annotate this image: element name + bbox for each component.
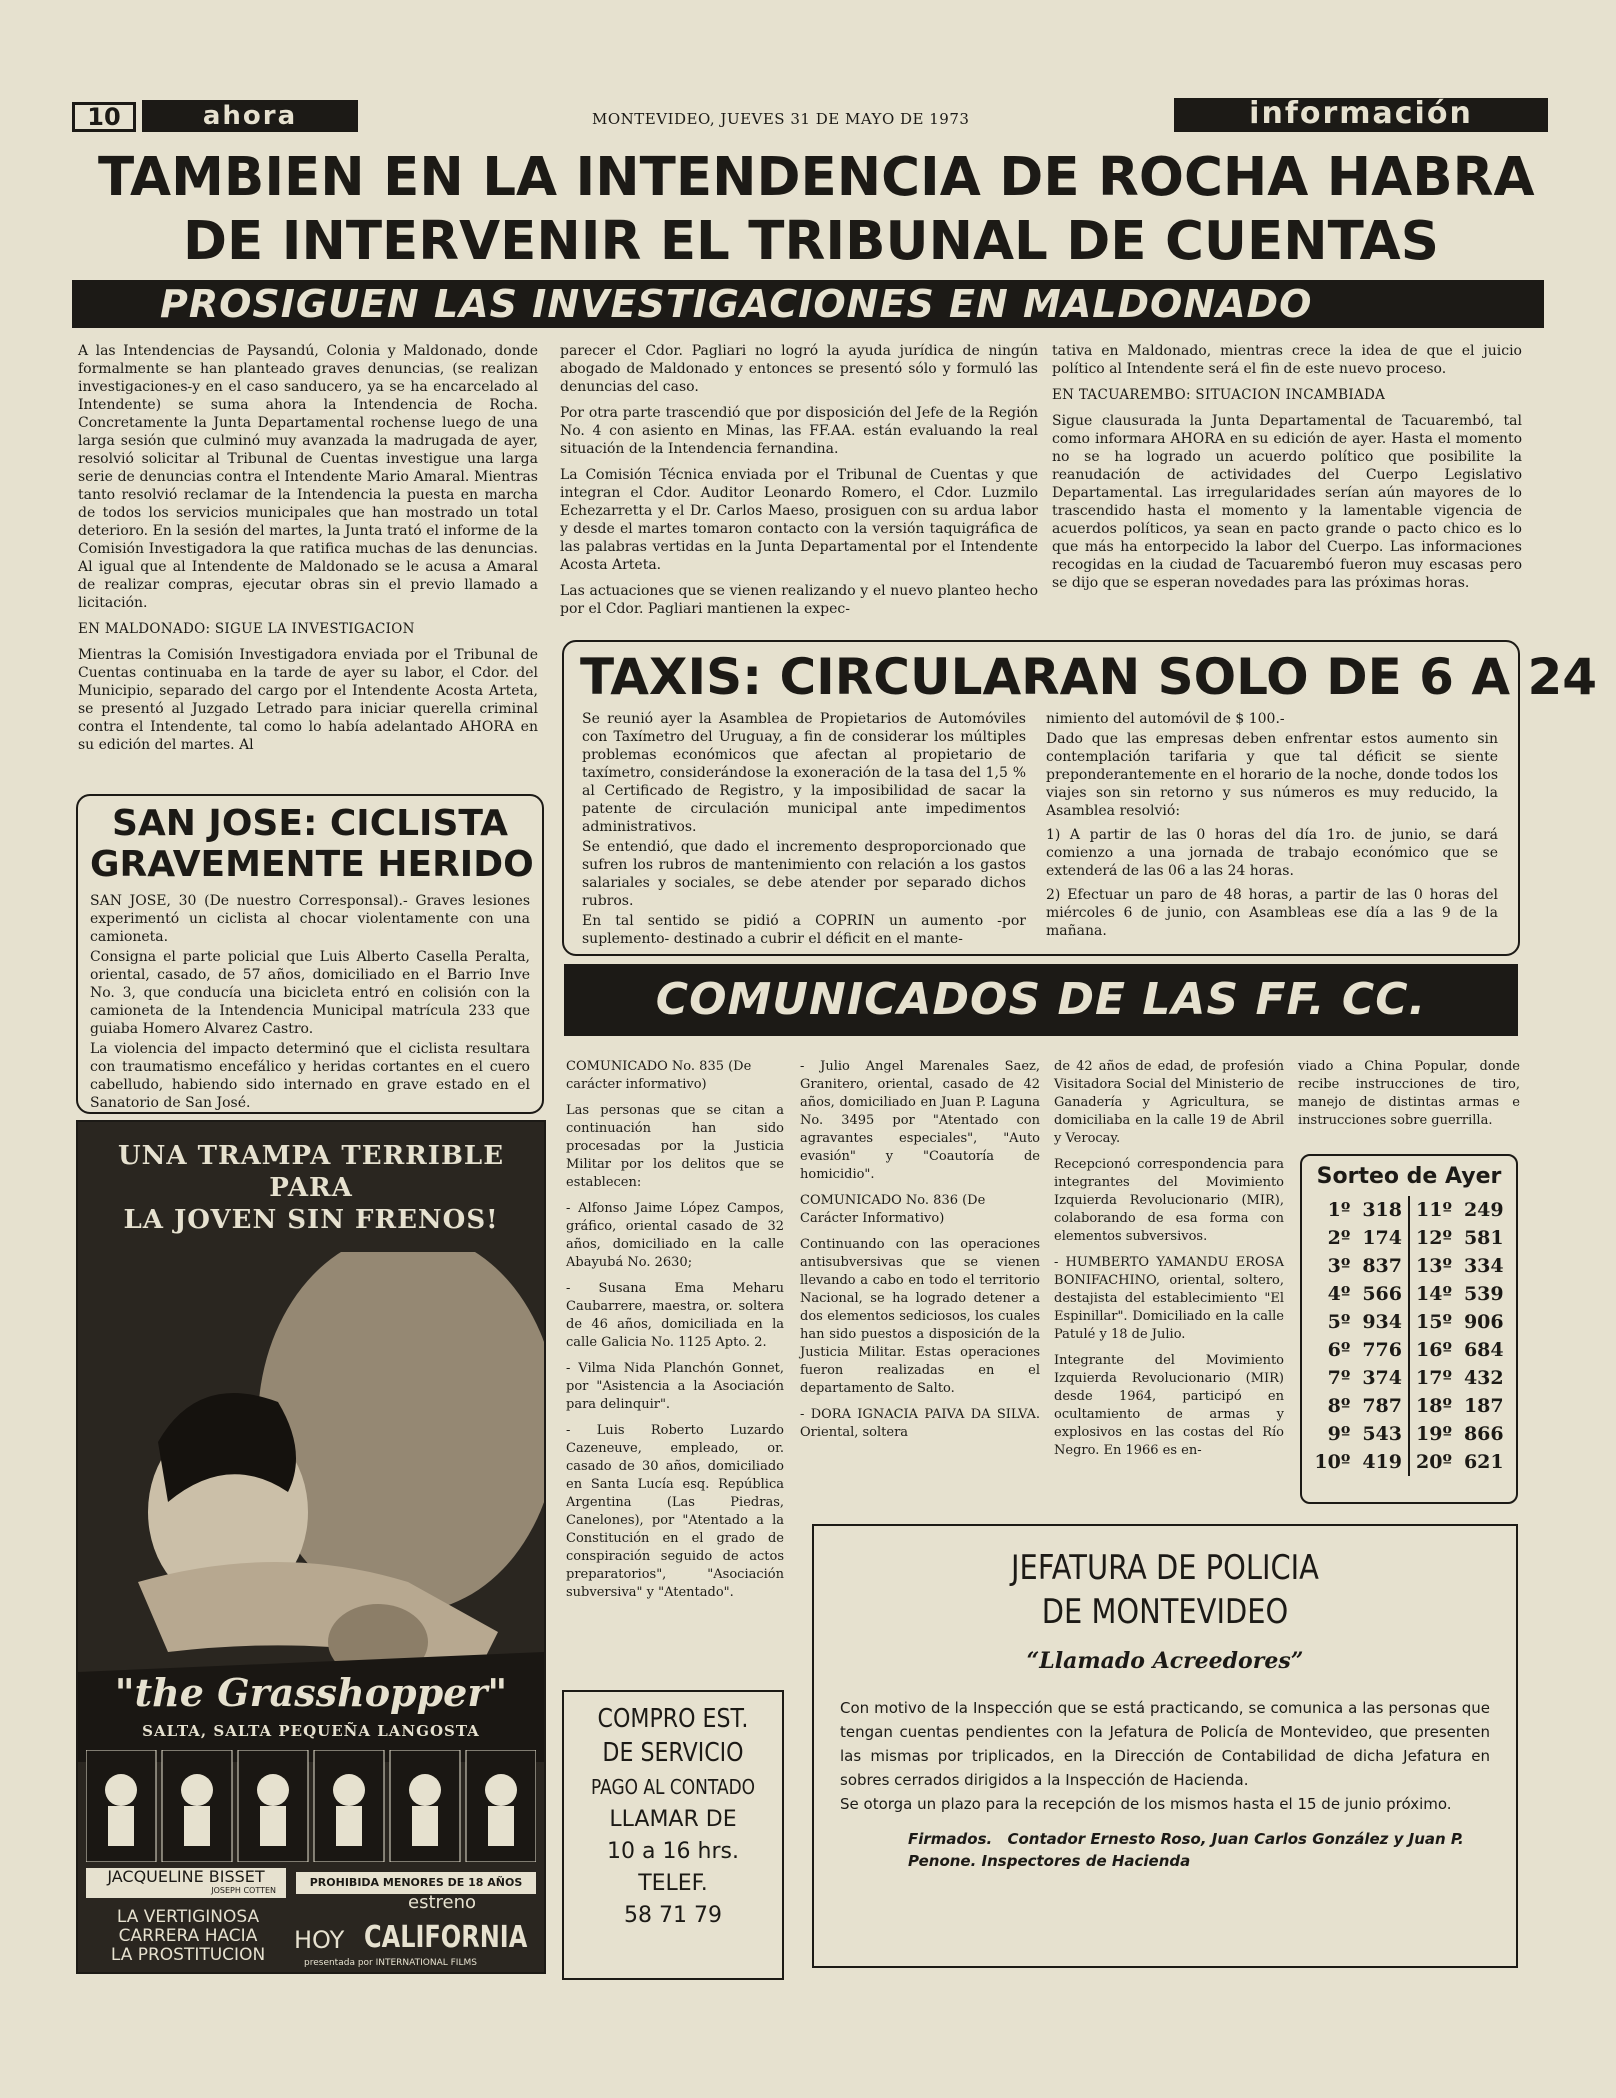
san-jose-box bbox=[76, 794, 544, 1114]
sorteo-position: 8º bbox=[1327, 1395, 1351, 1417]
movie-subtitle: SALTA, SALTA PEQUEÑA LANGOSTA bbox=[142, 1722, 480, 1740]
sorteo-row bbox=[1308, 1308, 1509, 1336]
taxis-para: Se entendió, que dado el incremento desproporcionado que sufren los rubros de mantenimiento con relación a los gastos salariales y sociales, se debe atender por separado dichos rubros. bbox=[582, 839, 1026, 909]
compro-line4: LLAMAR DE bbox=[609, 1807, 737, 1832]
sorteo-row bbox=[1308, 1224, 1509, 1252]
sorteo-position: 1º bbox=[1327, 1199, 1351, 1221]
main-headline-line1: TAMBIEN EN LA INTENDENCIA DE ROCHA HABRA bbox=[98, 146, 1535, 209]
sorteo-position: 15º bbox=[1416, 1311, 1452, 1333]
taxis-para: Dado que las empresas deben enfrentar estos aumento sin contemplación tarifaria y que tal déficit se siente preponderantemente en el horario de la noche, donde todos los viajes son sin retorno y sus números es muy reducido, la Asamblea resolvió: bbox=[1046, 731, 1498, 819]
jefatura-para: Se otorga un plazo para la recepción de los mismos hasta el 15 de junio próximo. bbox=[840, 1795, 1452, 1813]
masthead-strip bbox=[72, 98, 1548, 134]
movie-hoy: HOY bbox=[294, 1926, 345, 1954]
movie-estreno: estreno bbox=[408, 1892, 477, 1913]
comunicado-para: Continuando con las operaciones antisubversivas que se vienen llevando a cabo en todo el territorio Nacional, se ha logrado detener a dos elementos sediciosos, los cuales han sido puestos a disposición de la Justicia Militar. Estas operaciones fueron realizadas en el departamento de Salto. bbox=[800, 1237, 1040, 1396]
sorteo-position: 5º bbox=[1327, 1311, 1351, 1333]
sorteo-number: 174 bbox=[1356, 1224, 1409, 1252]
taxis-para: nimiento del automóvil de $ 100.- bbox=[1046, 711, 1285, 727]
sorteo-position: 2º bbox=[1327, 1227, 1351, 1249]
san-jose-para: Consigna el parte policial que Luis Alberto Casella Peralta, oriental, casado, de 57 años, domiciliado en el Barrio Inve No. 3, que conducía una bicicleta entró en colisión con la camioneta de la Intendencia Municipal matrícula 233 que guiaba Homero Alvarez Castro. bbox=[90, 949, 530, 1037]
sorteo-number: 787 bbox=[1356, 1392, 1409, 1420]
sorteo-number: 187 bbox=[1463, 1395, 1504, 1417]
compro-line6: TELEF. bbox=[638, 1871, 708, 1896]
san-jose-headline-line2: GRAVEMENTE HERIDO bbox=[90, 844, 534, 885]
comunicado-para: COMUNICADO No. 835 (De carácter informativo) bbox=[566, 1059, 752, 1092]
sorteo-position: 17º bbox=[1416, 1367, 1452, 1389]
movie-tagline bbox=[78, 1140, 544, 1236]
compro-line2: DE SERVICIO bbox=[602, 1738, 744, 1768]
jefatura-signed-names: Contador Ernesto Roso, Juan Carlos González y Juan P. Penone. Inspectores de Hacienda bbox=[908, 1830, 1464, 1870]
taxis-para: 1) A partir de las 0 horas del día 1ro. de junio, se dará comienzo a una jornada de trabajo económico que se extenderá de las 06 a las 24 horas. bbox=[1046, 827, 1498, 879]
comunicado-para: - Luis Roberto Luzardo Cazeneuve, empleado, or. casado de 30 años, domiciliado en Santa Lucía esq. República Argentina (Las Piedras, Canelones), por "Atentado a la Constitución en el grado de conspiración seguido de actos preparatorios", "Asociación subversiva" y "Atentado". bbox=[566, 1423, 784, 1600]
comunicado-para: - Susana Ema Meharu Caubarrere, maestra, or. soltera de 46 años, domiciliada en la calle Galicia No. 1125 Apto. 2. bbox=[566, 1281, 784, 1350]
movie-tagline-line1: UNA TRAMPA TERRIBLE bbox=[117, 1141, 505, 1171]
comunicados-col2 bbox=[800, 1058, 1040, 1450]
sorteo-row bbox=[1308, 1196, 1509, 1224]
sorteo-position: 4º bbox=[1327, 1283, 1351, 1305]
main-article-para: parecer el Cdor. Pagliari no logró la ayuda jurídica de ningún abogado de Maldonado y entonces se presentó sólo y formuló las denuncias del caso. bbox=[560, 343, 1038, 395]
movie-star-box bbox=[86, 1868, 286, 1898]
movie-blurb-line2: CARRERA HACIA bbox=[118, 1926, 258, 1946]
main-article-col2 bbox=[560, 342, 1038, 626]
comunicado-para: - DORA IGNACIA PAIVA DA SILVA. Oriental, soltera bbox=[800, 1407, 1040, 1440]
movie-distributor: presentada por INTERNATIONAL FILMS bbox=[304, 1958, 477, 1968]
sorteo-row bbox=[1308, 1336, 1509, 1364]
taxis-para: En tal sentido se pidió a COPRIN un aumento -por suplemento- destinado a cubrir el déficit en el mante- bbox=[582, 913, 1026, 947]
main-article-para: La Comisión Técnica enviada por el Tribunal de Cuentas y que integran el Cdor. Auditor Leonardo Romero, el Cdor. Luzmilo Echezarretta y el Dr. Carlos Maeso, prosiguen con su ardua labor y desde el martes tomaron contacto con la versión taquigráfica de las palabras vertidas en la Junta Departamental por el Intendente Acosta Arteta. bbox=[560, 467, 1038, 573]
sorteo-number: 539 bbox=[1463, 1283, 1504, 1305]
san-jose-headline-line1: SAN JOSE: CICLISTA bbox=[111, 803, 509, 844]
sorteo-number: 543 bbox=[1356, 1420, 1409, 1448]
page-number: 10 bbox=[72, 102, 136, 132]
subhead-bar bbox=[72, 280, 1544, 328]
main-article-para: Mientras la Comisión Investigadora enviada por el Tribunal de Cuentas continuaba en la tarde de ayer su labor, el Cdor. del Municipio, separado del cargo por el Intendente Acosta Arteta, se presentó al Juzgado Letrado para iniciar querella criminal contra el Intendente, tal como lo había adelantado AHORA en su edición del martes. Al bbox=[78, 647, 538, 753]
movie-cinema: CALIFORNIA bbox=[364, 1920, 528, 1955]
sorteo-number: 318 bbox=[1356, 1196, 1409, 1224]
sorteo-number: 581 bbox=[1463, 1227, 1504, 1249]
compro-ad bbox=[562, 1690, 784, 1980]
sorteo-position: 20º bbox=[1416, 1451, 1452, 1473]
jefatura-title-line1: JEFATURA DE POLICIA bbox=[1011, 1548, 1319, 1588]
main-article-subhead: EN MALDONADO: SIGUE LA INVESTIGACION bbox=[78, 621, 415, 637]
movie-blurb-line3: LA PROSTITUCION bbox=[110, 1945, 266, 1965]
sorteo-number: 866 bbox=[1463, 1423, 1504, 1445]
sorteo-number: 432 bbox=[1463, 1367, 1504, 1389]
san-jose-para: La violencia del impacto determinó que el ciclista resultara con traumatismo encefálico y heridas cortantes en el cuero cabelludo, habiendo sido internado en grave estado en el Sanatorio de San José. bbox=[90, 1041, 530, 1111]
compro-line7: 58 71 79 bbox=[624, 1903, 722, 1928]
movie-rating: PROHIBIDA MENORES DE 18 AÑOS bbox=[296, 1872, 536, 1894]
movie-title: "the Grasshopper" bbox=[114, 1670, 508, 1715]
sorteo-number: 374 bbox=[1356, 1364, 1409, 1392]
sorteo-number: 334 bbox=[1463, 1255, 1504, 1277]
comunicados-col1 bbox=[566, 1058, 784, 1610]
sorteo-row bbox=[1308, 1392, 1509, 1420]
comunicados-bar bbox=[564, 964, 1518, 1036]
sorteo-number: 621 bbox=[1463, 1451, 1504, 1473]
sorteo-row bbox=[1308, 1448, 1509, 1476]
paper-name: ahora bbox=[142, 100, 358, 132]
movie-tagline-line2: PARA bbox=[269, 1173, 353, 1203]
sorteo-position: 3º bbox=[1327, 1255, 1351, 1277]
movie-tagline-line3: LA JOVEN SIN FRENOS! bbox=[123, 1205, 499, 1235]
comunicado-para: - Julio Angel Marenales Saez, Granitero, oriental, casado de 42 años, domiciliado en Juan P. Laguna No. 3495 por "Atentado con agravantes especiales", "Auto evasión" y "Coautoría de homicidio". bbox=[800, 1059, 1040, 1182]
main-article-subhead: EN TACUAREMBO: SITUACION INCAMBIADA bbox=[1052, 387, 1386, 403]
sorteo-position: 9º bbox=[1327, 1423, 1351, 1445]
main-headline-line2: DE INTERVENIR EL TRIBUNAL DE CUENTAS bbox=[183, 210, 1439, 273]
main-article-para: Las actuaciones que se vienen realizando y el nuevo planteo hecho por el Cdor. Pagliari mantienen la expec- bbox=[560, 583, 1038, 617]
jefatura-ad bbox=[812, 1524, 1518, 1968]
sorteo-position: 14º bbox=[1416, 1283, 1452, 1305]
sorteo-row bbox=[1308, 1280, 1509, 1308]
movie-figures-strip bbox=[86, 1750, 536, 1862]
sorteo-position: 12º bbox=[1416, 1227, 1452, 1249]
sorteo-position: 7º bbox=[1327, 1367, 1351, 1389]
sorteo-row bbox=[1308, 1420, 1509, 1448]
jefatura-title-line2: DE MONTEVIDEO bbox=[1041, 1592, 1289, 1632]
taxis-para: 2) Efectuar un paro de 48 horas, a partir de las 0 horas del miércoles 6 de junio, con Asambleas ese día a las 9 de la mañana. bbox=[1046, 887, 1498, 939]
taxis-headline: TAXIS: CIRCULARAN SOLO DE 6 A 24 bbox=[580, 648, 1598, 706]
dateline: MONTEVIDEO, JUEVES 31 DE MAYO DE 1973 bbox=[592, 110, 970, 128]
comunicado-para: Las personas que se citan a continuación han sido procesadas por la Justicia Militar por los delitos que se establecen: bbox=[566, 1103, 784, 1190]
sorteo-position: 19º bbox=[1416, 1423, 1452, 1445]
subhead: PROSIGUEN LAS INVESTIGACIONES EN MALDONADO bbox=[160, 282, 1313, 326]
sorteo-number: 906 bbox=[1463, 1311, 1504, 1333]
sorteo-row bbox=[1308, 1252, 1509, 1280]
compro-line5: 10 a 16 hrs. bbox=[607, 1839, 739, 1864]
taxis-box bbox=[562, 640, 1598, 956]
taxis-para: Se reunió ayer la Asamblea de Propietarios de Automóviles con Taxímetro del Uruguay, a fin de considerar los múltiples problemas económicos que afectan al propietario de taxímetro, considerándose la exoneración de la tasa del 1,5 % al Certificado de Registro, y la imposibilidad de sacar la patente de circulación municipal ante impedimentos administrativos. bbox=[582, 711, 1026, 835]
compro-line3: PAGO AL CONTADO bbox=[590, 1775, 756, 1799]
sorteo-box bbox=[1300, 1154, 1518, 1504]
sorteo-table bbox=[1308, 1196, 1509, 1476]
movie-blurb bbox=[88, 1908, 288, 1965]
jefatura-subtitle: “Llamado Acreedores” bbox=[1026, 1648, 1304, 1674]
sorteo-number: 934 bbox=[1356, 1308, 1409, 1336]
movie-ad bbox=[76, 1120, 546, 1974]
sorteo-position: 18º bbox=[1416, 1395, 1452, 1417]
main-article-col3 bbox=[1052, 342, 1522, 600]
comunicados-col3 bbox=[1054, 1058, 1284, 1468]
jefatura-para: Con motivo de la Inspección que se está practicando, se comunica a las personas que tengan cuentas pendientes con la Jefatura de Policía de Montevideo, que presenten las mismas por triplicados, en la Dirección de Contabilidad de dicha Jefatura en sobres cerrados dirigidos a la Inspección de Hacienda. bbox=[840, 1699, 1490, 1789]
main-article-col1 bbox=[78, 342, 538, 762]
san-jose-para: SAN JOSE, 30 (De nuestro Corresponsal).- Graves lesiones experimentó un ciclista al chocar violentamente con una camioneta. bbox=[90, 893, 530, 945]
comunicado-para: de 42 años de edad, de profesión Visitadora Social del Ministerio de Ganadería y Agricultura, se domiciliaba en la calle 19 de Abril y Verocay. bbox=[1054, 1059, 1284, 1146]
sorteo-number: 837 bbox=[1356, 1252, 1409, 1280]
comunicado-para: viado a China Popular, donde recibe instrucciones de tiro, manejo de distintas armas e instrucciones sobre guerrilla. bbox=[1298, 1059, 1520, 1128]
sorteo-row bbox=[1308, 1364, 1509, 1392]
sorteo-position: 16º bbox=[1416, 1339, 1452, 1361]
comunicados-col4 bbox=[1298, 1058, 1520, 1138]
main-article-para: tativa en Maldonado, mientras crece la idea de que el juicio político al Intendente será el fin de este nuevo proceso. bbox=[1052, 343, 1522, 377]
sorteo-position: 11º bbox=[1416, 1199, 1452, 1221]
comunicado-para: - HUMBERTO YAMANDU EROSA BONIFACHINO, oriental, soltero, destajista del establecimiento "El Espinillar". Domiciliado en la calle Patulé y 18 de Julio. bbox=[1054, 1255, 1284, 1342]
movie-blurb-line1: LA VERTIGINOSA bbox=[116, 1907, 260, 1927]
sorteo-number: 566 bbox=[1356, 1280, 1409, 1308]
movie-star: JACQUELINE BISSET bbox=[107, 1867, 265, 1886]
comunicado-para: Recepcionó correspondencia para integrantes del Movimiento Izquierda Revolucionario (MIR), colaborando de esa forma con elementos subversivos. bbox=[1054, 1157, 1284, 1244]
comunicado-para: - Vilma Nida Planchón Gonnet, por "Asistencia a la Asociación para delinquir". bbox=[566, 1361, 784, 1412]
movie-costar: JOSEPH COTTEN bbox=[211, 1886, 276, 1895]
sorteo-number: 776 bbox=[1356, 1336, 1409, 1364]
sorteo-number: 249 bbox=[1463, 1199, 1504, 1221]
comunicado-para: COMUNICADO No. 836 (De Carácter Informativo) bbox=[800, 1193, 986, 1226]
sorteo-number: 684 bbox=[1463, 1339, 1504, 1361]
main-article-para: Sigue clausurada la Junta Departamental de Tacuarembó, tal como informara AHORA en su edición de ayer. Hasta el momento no se ha logrado un acuerdo político que posibilite la reanudación de actividades del Cuerpo Legislativo Departamental. Las irregularidades serían aún mayores de lo trascendido hasta el momento y la lamentable vigencia de acuerdos políticos, ya sean en pacto grande o pacto chico es lo que más ha entorpecido la labor del Cuerpo. Las informaciones recogidas en la ciudad de Tacuarembó fueron muy escasas pero se dijo que se esperan novedades para las próximas horas. bbox=[1052, 413, 1522, 591]
main-article-para: Por otra parte trascendió que por disposición del Jefe de la Región No. 4 con asiento en Minas, las FF.AA. están evaluando la real situación de la Intendencia fernandina. bbox=[560, 405, 1038, 457]
compro-line1: COMPRO EST. bbox=[597, 1704, 749, 1734]
comunicado-para: - Alfonso Jaime López Campos, gráfico, oriental casado de 32 años, domiciliado en la calle Abayubá No. 2630; bbox=[566, 1201, 784, 1270]
sorteo-title: Sorteo de Ayer bbox=[1316, 1164, 1502, 1189]
sorteo-position: 13º bbox=[1416, 1255, 1452, 1277]
jefatura-signed-label: Firmados. bbox=[908, 1830, 993, 1848]
sorteo-number: 419 bbox=[1356, 1448, 1409, 1476]
section-label: información bbox=[1174, 98, 1548, 132]
main-article-para: A las Intendencias de Paysandú, Colonia y Maldonado, donde formalmente se han planteado graves denuncias, (se realizan investigaciones-y en el caso sanducero, ya se ha encarcelado al Intendente) se suma ahora la Intendencia de Rocha. Concretamente la Junta Departamental rochense luego de una larga sesión que culminó muy avanzada la madrugada de ayer, resolvió solicitar al Tribunal de Cuentas investigue una larga serie de denuncias contra el Intendente Mario Amaral. Mientras tanto resolvió reclamar de la Intendencia la puesta en marcha de todos los servicios municipales que han mostrado un total deterioro. En la sesión del martes, la Junta trató el informe de la Comisión Investigadora la que ratifica muchas de las denuncias. Al igual que al Intendente de Maldonado se le acusa a Amaral de realizar compras, ejecutar obras sin el previo llamado a licitación. bbox=[78, 343, 538, 611]
comunicado-para: Integrante del Movimiento Izquierda Revolucionario (MIR) desde 1964, participó en ocultamiento de armas y explosivos en las costas del Río Negro. En 1966 es en- bbox=[1054, 1353, 1284, 1458]
sorteo-position: 10º bbox=[1314, 1451, 1351, 1473]
sorteo-position: 6º bbox=[1327, 1339, 1351, 1361]
comunicados-headline: COMUNICADOS DE LAS FF. CC. bbox=[655, 974, 1427, 1025]
